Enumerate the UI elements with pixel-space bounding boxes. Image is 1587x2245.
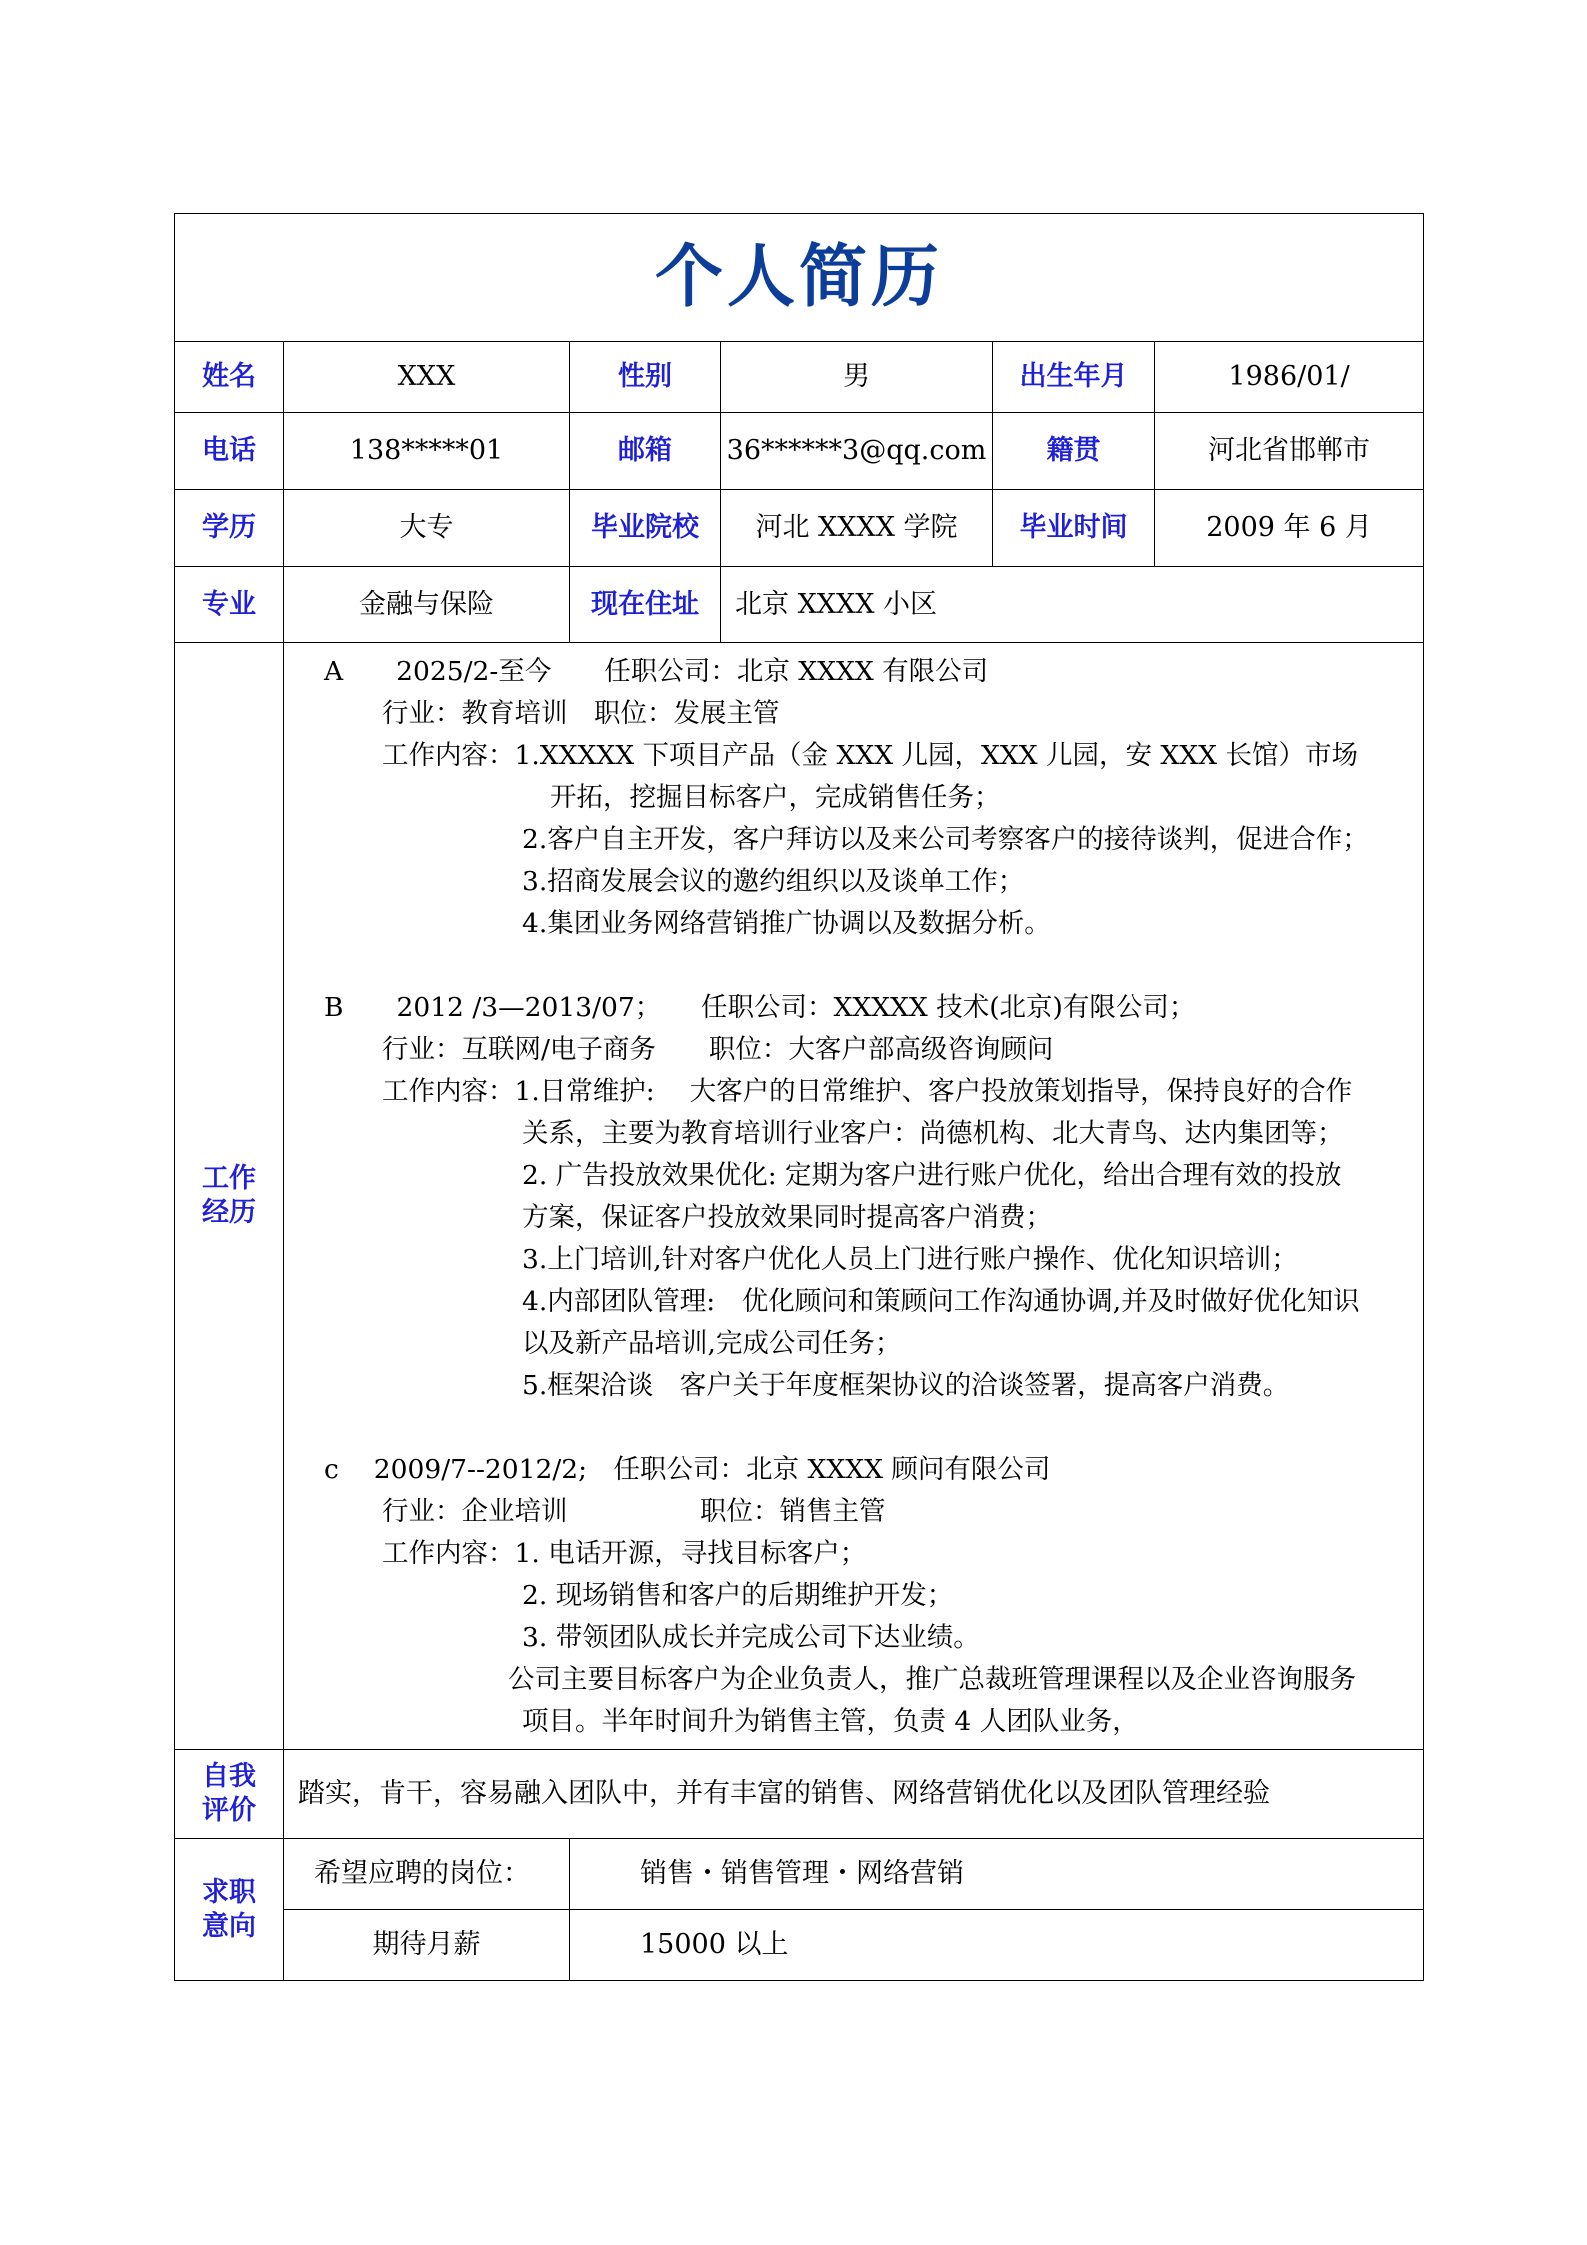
work-line: 工作内容：1.XXXXX 下项目产品（金 XXX 儿园，XXX 儿园，安 XXX 长馆）市场 bbox=[382, 740, 1358, 771]
name-value: XXX bbox=[284, 342, 570, 413]
work-line: 公司主要目标客户为企业负责人，推广总裁班管理课程以及企业咨询服务 bbox=[508, 1664, 1356, 1695]
work-label bbox=[175, 643, 284, 1750]
work-line: 关系，主要为教育培训行业客户：尚德机构、北大青鸟、达内集团等； bbox=[522, 1118, 1344, 1149]
work-label-line1: 工作 bbox=[202, 1163, 256, 1195]
work-line: 2.客户自主开发，客户拜访以及来公司考察客户的接待谈判，促进合作； bbox=[522, 824, 1369, 855]
major-value: 金融与保险 bbox=[284, 567, 570, 643]
work-line: 行业：互联网/电子商务 职位：大客户部高级咨询顾问 bbox=[382, 1034, 1054, 1065]
name-label: 姓名 bbox=[175, 342, 284, 413]
origin-label: 籍贯 bbox=[993, 413, 1155, 490]
intent-label bbox=[175, 1839, 284, 1981]
work-line: 3.上门培训,针对客户优化人员上门进行账户操作、优化知识培训； bbox=[522, 1244, 1298, 1275]
salary-value: 15000 以上 bbox=[570, 1910, 1424, 1981]
work-line: 3. 带领团队成长并完成公司下达业绩。 bbox=[522, 1622, 980, 1653]
work-line: 2. 现场销售和客户的后期维护开发； bbox=[522, 1580, 954, 1611]
title-cell bbox=[175, 214, 1424, 342]
work-line: 行业：企业培训 职位：销售主管 bbox=[382, 1496, 886, 1527]
intent-label-line1: 求职 bbox=[202, 1876, 256, 1908]
work-label-line2: 经历 bbox=[202, 1197, 256, 1228]
work-line: 行业：教育培训 职位：发展主管 bbox=[382, 698, 780, 729]
work-line: 4.集团业务网络营销推广协调以及数据分析。 bbox=[522, 908, 1051, 939]
self-eval-label bbox=[175, 1750, 284, 1839]
address-value: 北京 XXXX 小区 bbox=[721, 567, 1424, 643]
self-eval-label-line2: 评价 bbox=[202, 1795, 256, 1826]
birth-label: 出生年月 bbox=[993, 342, 1155, 413]
graduation-label: 毕业时间 bbox=[993, 490, 1155, 567]
major-label: 专业 bbox=[175, 567, 284, 643]
work-line: 5.框架洽谈 客户关于年度框架协议的洽谈签署，提高客户消费。 bbox=[522, 1370, 1290, 1401]
work-line: B 2012 /3—2013/07； 任职公司：XXXXX 技术(北京)有限公司； bbox=[324, 992, 1196, 1023]
email-label: 邮箱 bbox=[570, 413, 721, 490]
self-eval-text: 踏实，肯干，容易融入团队中，并有丰富的销售、网络营销优化以及团队管理经验 bbox=[284, 1750, 1424, 1839]
phone-label: 电话 bbox=[175, 413, 284, 490]
work-blank-line bbox=[284, 1407, 1413, 1449]
graduation-value: 2009 年 6 月 bbox=[1155, 490, 1424, 567]
work-line: 方案，保证客户投放效果同时提高客户消费； bbox=[522, 1202, 1052, 1233]
work-blank-line bbox=[284, 945, 1413, 987]
position-value: 销售・销售管理・网络营销 bbox=[570, 1839, 1424, 1910]
work-experience bbox=[284, 643, 1424, 1750]
work-line: 开拓，挖掘目标客户，完成销售任务； bbox=[550, 782, 1001, 813]
email-value: 36******3@qq.com bbox=[721, 413, 993, 490]
education-label: 学历 bbox=[175, 490, 284, 567]
page-title: 个人简历 bbox=[655, 238, 944, 317]
salary-label: 期待月薪 bbox=[284, 1910, 570, 1981]
phone-value: 138*****01 bbox=[284, 413, 570, 490]
work-line: 3.招商发展会议的邀约组织以及谈单工作； bbox=[522, 866, 1025, 897]
work-line: 工作内容：1.日常维护: 大客户的日常维护、客户投放策划指导，保持良好的合作 bbox=[382, 1076, 1353, 1107]
intent-label-line2: 意向 bbox=[202, 1910, 256, 1942]
birth-value: 1986/01/ bbox=[1155, 342, 1424, 413]
position-label: 希望应聘的岗位： bbox=[284, 1839, 570, 1910]
resume-table bbox=[174, 213, 1424, 1981]
work-line: 项目。半年时间升为销售主管，负责 4 人团队业务， bbox=[522, 1706, 1139, 1737]
education-value: 大专 bbox=[284, 490, 570, 567]
work-line: 2. 广告投放效果优化: 定期为客户进行账户优化，给出合理有效的投放 bbox=[522, 1160, 1342, 1191]
work-line: 工作内容：1. 电话开源，寻找目标客户； bbox=[382, 1538, 867, 1569]
origin-value: 河北省邯郸市 bbox=[1155, 413, 1424, 490]
work-line: c 2009/7--2012/2; 任职公司：北京 XXXX 顾问有限公司 bbox=[324, 1454, 1051, 1485]
school-label: 毕业院校 bbox=[570, 490, 721, 567]
work-line: 4.内部团队管理: 优化顾问和策顾问工作沟通协调,并及时做好优化知识 bbox=[522, 1286, 1360, 1317]
self-eval-label-line1: 自我 bbox=[202, 1761, 256, 1793]
work-line: 以及新产品培训,完成公司任务； bbox=[522, 1328, 902, 1359]
gender-label: 性别 bbox=[570, 342, 721, 413]
school-value: 河北 XXXX 学院 bbox=[721, 490, 993, 567]
work-line: A 2025/2-至今 任职公司：北京 XXXX 有限公司 bbox=[324, 656, 989, 687]
gender-value: 男 bbox=[721, 342, 993, 413]
address-label: 现在住址 bbox=[570, 567, 721, 643]
